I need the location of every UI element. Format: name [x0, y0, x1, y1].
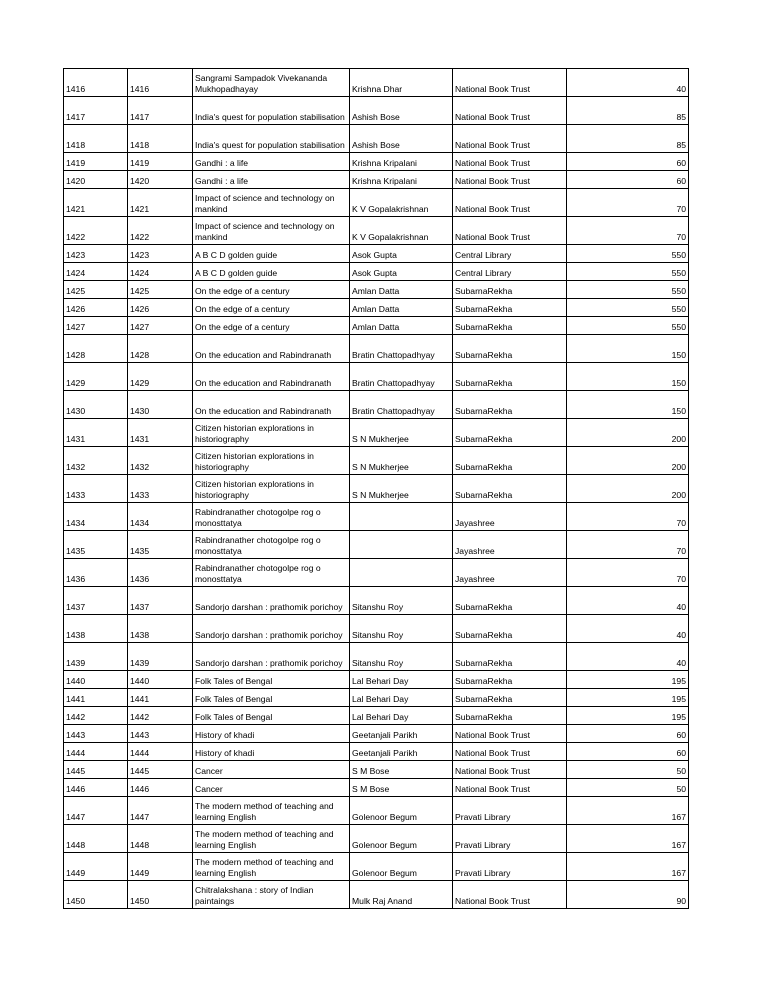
author-cell — [350, 531, 453, 559]
author-cell: Sitanshu Roy — [350, 643, 453, 671]
title-cell: On the edge of a century — [193, 281, 350, 299]
publisher-cell: National Book Trust — [453, 125, 567, 153]
price-cell: 150 — [567, 363, 689, 391]
table-row — [64, 391, 689, 419]
book-number-cell: 1442 — [128, 707, 193, 725]
title-cell: On the education and Rabindranath — [193, 363, 350, 391]
title-cell: Folk Tales of Bengal — [193, 707, 350, 725]
book-number-cell: 1426 — [128, 299, 193, 317]
table-row — [64, 299, 689, 317]
accession-number-cell: 1420 — [64, 171, 128, 189]
price-cell: 167 — [567, 853, 689, 881]
title-cell: On the education and Rabindranath — [193, 335, 350, 363]
title-cell: Chitralakshana : story of Indian paintaings — [193, 881, 350, 909]
accession-number-cell: 1449 — [64, 853, 128, 881]
author-cell: S N Mukherjee — [350, 475, 453, 503]
publisher-cell: Pravati Library — [453, 853, 567, 881]
publisher-cell: National Book Trust — [453, 69, 567, 97]
price-cell: 70 — [567, 503, 689, 531]
table-row — [64, 189, 689, 217]
author-cell: Bratin Chattopadhyay — [350, 335, 453, 363]
title-cell: The modern method of teaching and learning English — [193, 797, 350, 825]
accession-number-cell: 1418 — [64, 125, 128, 153]
author-cell: Sitanshu Roy — [350, 615, 453, 643]
author-cell: S M Bose — [350, 761, 453, 779]
title-cell: Folk Tales of Bengal — [193, 689, 350, 707]
title-cell: On the edge of a century — [193, 299, 350, 317]
price-cell: 90 — [567, 881, 689, 909]
book-number-cell: 1449 — [128, 853, 193, 881]
publisher-cell: Central Library — [453, 263, 567, 281]
title-cell: India's quest for population stabilisation — [193, 125, 350, 153]
price-cell: 550 — [567, 299, 689, 317]
accession-number-cell: 1444 — [64, 743, 128, 761]
price-cell: 550 — [567, 263, 689, 281]
accession-number-cell: 1423 — [64, 245, 128, 263]
accession-number-cell: 1442 — [64, 707, 128, 725]
accession-number-cell: 1429 — [64, 363, 128, 391]
title-cell: Cancer — [193, 761, 350, 779]
price-cell: 50 — [567, 761, 689, 779]
book-number-cell: 1439 — [128, 643, 193, 671]
price-cell: 195 — [567, 689, 689, 707]
price-cell: 70 — [567, 189, 689, 217]
publisher-cell: SubarnaRekha — [453, 317, 567, 335]
title-cell: Sandorjo darshan : prathomik porichoy — [193, 587, 350, 615]
accession-number-cell: 1430 — [64, 391, 128, 419]
book-number-cell: 1420 — [128, 171, 193, 189]
accession-number-cell: 1438 — [64, 615, 128, 643]
title-cell: Citizen historian explorations in historiography — [193, 419, 350, 447]
author-cell: S N Mukherjee — [350, 447, 453, 475]
publisher-cell: National Book Trust — [453, 153, 567, 171]
price-cell: 167 — [567, 797, 689, 825]
author-cell: Asok Gupta — [350, 263, 453, 281]
publisher-cell: National Book Trust — [453, 779, 567, 797]
table-row — [64, 447, 689, 475]
price-cell: 150 — [567, 391, 689, 419]
publisher-cell: National Book Trust — [453, 761, 567, 779]
book-number-cell: 1440 — [128, 671, 193, 689]
price-cell: 50 — [567, 779, 689, 797]
author-cell — [350, 503, 453, 531]
table-row — [64, 797, 689, 825]
table-row — [64, 503, 689, 531]
price-cell: 70 — [567, 217, 689, 245]
price-cell: 60 — [567, 171, 689, 189]
price-cell: 40 — [567, 643, 689, 671]
book-number-cell: 1428 — [128, 335, 193, 363]
title-cell: History of khadi — [193, 743, 350, 761]
publisher-cell: SubarnaRekha — [453, 281, 567, 299]
publisher-cell: SubarnaRekha — [453, 707, 567, 725]
author-cell: Golenoor Begum — [350, 853, 453, 881]
publisher-cell: SubarnaRekha — [453, 419, 567, 447]
book-number-cell: 1430 — [128, 391, 193, 419]
price-cell: 40 — [567, 69, 689, 97]
accession-number-cell: 1422 — [64, 217, 128, 245]
table-row — [64, 881, 689, 909]
price-cell: 550 — [567, 317, 689, 335]
book-number-cell: 1422 — [128, 217, 193, 245]
table-row — [64, 263, 689, 281]
accession-number-cell: 1417 — [64, 97, 128, 125]
title-cell: On the edge of a century — [193, 317, 350, 335]
author-cell: Krishna Kripalani — [350, 153, 453, 171]
price-cell: 85 — [567, 97, 689, 125]
book-number-cell: 1425 — [128, 281, 193, 299]
price-cell: 40 — [567, 615, 689, 643]
book-number-cell: 1423 — [128, 245, 193, 263]
accession-number-cell: 1450 — [64, 881, 128, 909]
title-cell: Sandorjo darshan : prathomik porichoy — [193, 615, 350, 643]
book-number-cell: 1418 — [128, 125, 193, 153]
publisher-cell: Central Library — [453, 245, 567, 263]
price-cell: 70 — [567, 531, 689, 559]
publisher-cell: SubarnaRekha — [453, 447, 567, 475]
table-row — [64, 587, 689, 615]
publisher-cell: SubarnaRekha — [453, 615, 567, 643]
table-row — [64, 335, 689, 363]
title-cell: Gandhi : a life — [193, 171, 350, 189]
table-row — [64, 245, 689, 263]
accession-number-cell: 1446 — [64, 779, 128, 797]
book-number-cell: 1446 — [128, 779, 193, 797]
author-cell: Ashish Bose — [350, 97, 453, 125]
title-cell: Citizen historian explorations in historiography — [193, 475, 350, 503]
title-cell: On the education and Rabindranath — [193, 391, 350, 419]
title-cell: Rabindranather chotogolpe rog o monosttatya — [193, 503, 350, 531]
book-number-cell: 1427 — [128, 317, 193, 335]
table-row — [64, 475, 689, 503]
book-number-cell: 1448 — [128, 825, 193, 853]
author-cell: Asok Gupta — [350, 245, 453, 263]
table-row — [64, 281, 689, 299]
price-cell: 60 — [567, 153, 689, 171]
accession-number-cell: 1425 — [64, 281, 128, 299]
price-cell: 200 — [567, 475, 689, 503]
publisher-cell: SubarnaRekha — [453, 587, 567, 615]
price-cell: 150 — [567, 335, 689, 363]
book-number-cell: 1435 — [128, 531, 193, 559]
table-row — [64, 363, 689, 391]
author-cell: Krishna Kripalani — [350, 171, 453, 189]
author-cell: Amlan Datta — [350, 317, 453, 335]
title-cell: Citizen historian explorations in historiography — [193, 447, 350, 475]
table-row — [64, 707, 689, 725]
title-cell: Cancer — [193, 779, 350, 797]
table-row — [64, 69, 689, 97]
title-cell: Impact of science and technology on mankind — [193, 217, 350, 245]
author-cell: Lal Behari Day — [350, 689, 453, 707]
accession-number-cell: 1427 — [64, 317, 128, 335]
book-number-cell: 1417 — [128, 97, 193, 125]
title-cell: The modern method of teaching and learning English — [193, 825, 350, 853]
book-register-table — [63, 68, 689, 909]
author-cell: Bratin Chattopadhyay — [350, 363, 453, 391]
price-cell: 200 — [567, 447, 689, 475]
accession-number-cell: 1434 — [64, 503, 128, 531]
publisher-cell: SubarnaRekha — [453, 363, 567, 391]
accession-number-cell: 1447 — [64, 797, 128, 825]
accession-number-cell: 1437 — [64, 587, 128, 615]
title-cell: A B C D golden guide — [193, 245, 350, 263]
publisher-cell: Jayashree — [453, 503, 567, 531]
accession-number-cell: 1445 — [64, 761, 128, 779]
publisher-cell: Jayashree — [453, 559, 567, 587]
accession-number-cell: 1424 — [64, 263, 128, 281]
publisher-cell: Pravati Library — [453, 797, 567, 825]
price-cell: 60 — [567, 725, 689, 743]
table-row — [64, 725, 689, 743]
table-row — [64, 171, 689, 189]
author-cell: Amlan Datta — [350, 299, 453, 317]
book-number-cell: 1433 — [128, 475, 193, 503]
book-register-body — [64, 69, 689, 909]
accession-number-cell: 1441 — [64, 689, 128, 707]
table-row — [64, 779, 689, 797]
author-cell — [350, 559, 453, 587]
publisher-cell: National Book Trust — [453, 189, 567, 217]
book-number-cell: 1431 — [128, 419, 193, 447]
publisher-cell: SubarnaRekha — [453, 335, 567, 363]
table-row — [64, 615, 689, 643]
author-cell: K V Gopalakrishnan — [350, 189, 453, 217]
title-cell: Folk Tales of Bengal — [193, 671, 350, 689]
author-cell: Mulk Raj Anand — [350, 881, 453, 909]
price-cell: 70 — [567, 559, 689, 587]
title-cell: Sandorjo darshan : prathomik porichoy — [193, 643, 350, 671]
book-number-cell: 1443 — [128, 725, 193, 743]
author-cell: Geetanjali Parikh — [350, 725, 453, 743]
title-cell: Rabindranather chotogolpe rog o monosttatya — [193, 531, 350, 559]
title-cell: Sangrami Sampadok Vivekananda Mukhopadhayay — [193, 69, 350, 97]
book-number-cell: 1436 — [128, 559, 193, 587]
book-number-cell: 1429 — [128, 363, 193, 391]
accession-number-cell: 1440 — [64, 671, 128, 689]
accession-number-cell: 1443 — [64, 725, 128, 743]
table-row — [64, 825, 689, 853]
table-row — [64, 643, 689, 671]
author-cell: S N Mukherjee — [350, 419, 453, 447]
price-cell: 167 — [567, 825, 689, 853]
accession-number-cell: 1439 — [64, 643, 128, 671]
title-cell: Impact of science and technology on mankind — [193, 189, 350, 217]
book-number-cell: 1416 — [128, 69, 193, 97]
title-cell: History of khadi — [193, 725, 350, 743]
price-cell: 200 — [567, 419, 689, 447]
author-cell: Ashish Bose — [350, 125, 453, 153]
table-row — [64, 853, 689, 881]
title-cell: The modern method of teaching and learning English — [193, 853, 350, 881]
price-cell: 195 — [567, 707, 689, 725]
title-cell: India's quest for population stabilisation — [193, 97, 350, 125]
price-cell: 85 — [567, 125, 689, 153]
author-cell: Lal Behari Day — [350, 707, 453, 725]
table-row — [64, 671, 689, 689]
author-cell: Lal Behari Day — [350, 671, 453, 689]
publisher-cell: SubarnaRekha — [453, 299, 567, 317]
table-row — [64, 689, 689, 707]
book-number-cell: 1437 — [128, 587, 193, 615]
price-cell: 60 — [567, 743, 689, 761]
book-number-cell: 1447 — [128, 797, 193, 825]
book-number-cell: 1445 — [128, 761, 193, 779]
book-number-cell: 1419 — [128, 153, 193, 171]
book-number-cell: 1441 — [128, 689, 193, 707]
table-row — [64, 97, 689, 125]
accession-number-cell: 1436 — [64, 559, 128, 587]
book-number-cell: 1444 — [128, 743, 193, 761]
table-row — [64, 559, 689, 587]
accession-number-cell: 1421 — [64, 189, 128, 217]
author-cell: Golenoor Begum — [350, 825, 453, 853]
accession-number-cell: 1416 — [64, 69, 128, 97]
book-number-cell: 1434 — [128, 503, 193, 531]
publisher-cell: SubarnaRekha — [453, 671, 567, 689]
accession-number-cell: 1426 — [64, 299, 128, 317]
table-row — [64, 153, 689, 171]
author-cell: Amlan Datta — [350, 281, 453, 299]
publisher-cell: National Book Trust — [453, 743, 567, 761]
table-row — [64, 317, 689, 335]
publisher-cell: National Book Trust — [453, 97, 567, 125]
table-row — [64, 743, 689, 761]
author-cell: Sitanshu Roy — [350, 587, 453, 615]
price-cell: 550 — [567, 281, 689, 299]
author-cell: S M Bose — [350, 779, 453, 797]
table-row — [64, 419, 689, 447]
author-cell: Geetanjali Parikh — [350, 743, 453, 761]
title-cell: A B C D golden guide — [193, 263, 350, 281]
book-number-cell: 1432 — [128, 447, 193, 475]
author-cell: Krishna Dhar — [350, 69, 453, 97]
accession-number-cell: 1433 — [64, 475, 128, 503]
book-number-cell: 1450 — [128, 881, 193, 909]
price-cell: 40 — [567, 587, 689, 615]
accession-number-cell: 1448 — [64, 825, 128, 853]
table-row — [64, 531, 689, 559]
accession-number-cell: 1435 — [64, 531, 128, 559]
price-cell: 195 — [567, 671, 689, 689]
table-row — [64, 125, 689, 153]
accession-number-cell: 1431 — [64, 419, 128, 447]
publisher-cell: SubarnaRekha — [453, 689, 567, 707]
table-row — [64, 761, 689, 779]
accession-number-cell: 1419 — [64, 153, 128, 171]
publisher-cell: Jayashree — [453, 531, 567, 559]
publisher-cell: National Book Trust — [453, 171, 567, 189]
book-number-cell: 1424 — [128, 263, 193, 281]
author-cell: Bratin Chattopadhyay — [350, 391, 453, 419]
accession-number-cell: 1428 — [64, 335, 128, 363]
book-number-cell: 1438 — [128, 615, 193, 643]
accession-number-cell: 1432 — [64, 447, 128, 475]
publisher-cell: SubarnaRekha — [453, 391, 567, 419]
title-cell: Rabindranather chotogolpe rog o monosttatya — [193, 559, 350, 587]
author-cell: K V Gopalakrishnan — [350, 217, 453, 245]
publisher-cell: National Book Trust — [453, 881, 567, 909]
book-number-cell: 1421 — [128, 189, 193, 217]
title-cell: Gandhi : a life — [193, 153, 350, 171]
publisher-cell: Pravati Library — [453, 825, 567, 853]
price-cell: 550 — [567, 245, 689, 263]
table-row — [64, 217, 689, 245]
publisher-cell: National Book Trust — [453, 725, 567, 743]
publisher-cell: SubarnaRekha — [453, 643, 567, 671]
author-cell: Golenoor Begum — [350, 797, 453, 825]
publisher-cell: SubarnaRekha — [453, 475, 567, 503]
publisher-cell: National Book Trust — [453, 217, 567, 245]
